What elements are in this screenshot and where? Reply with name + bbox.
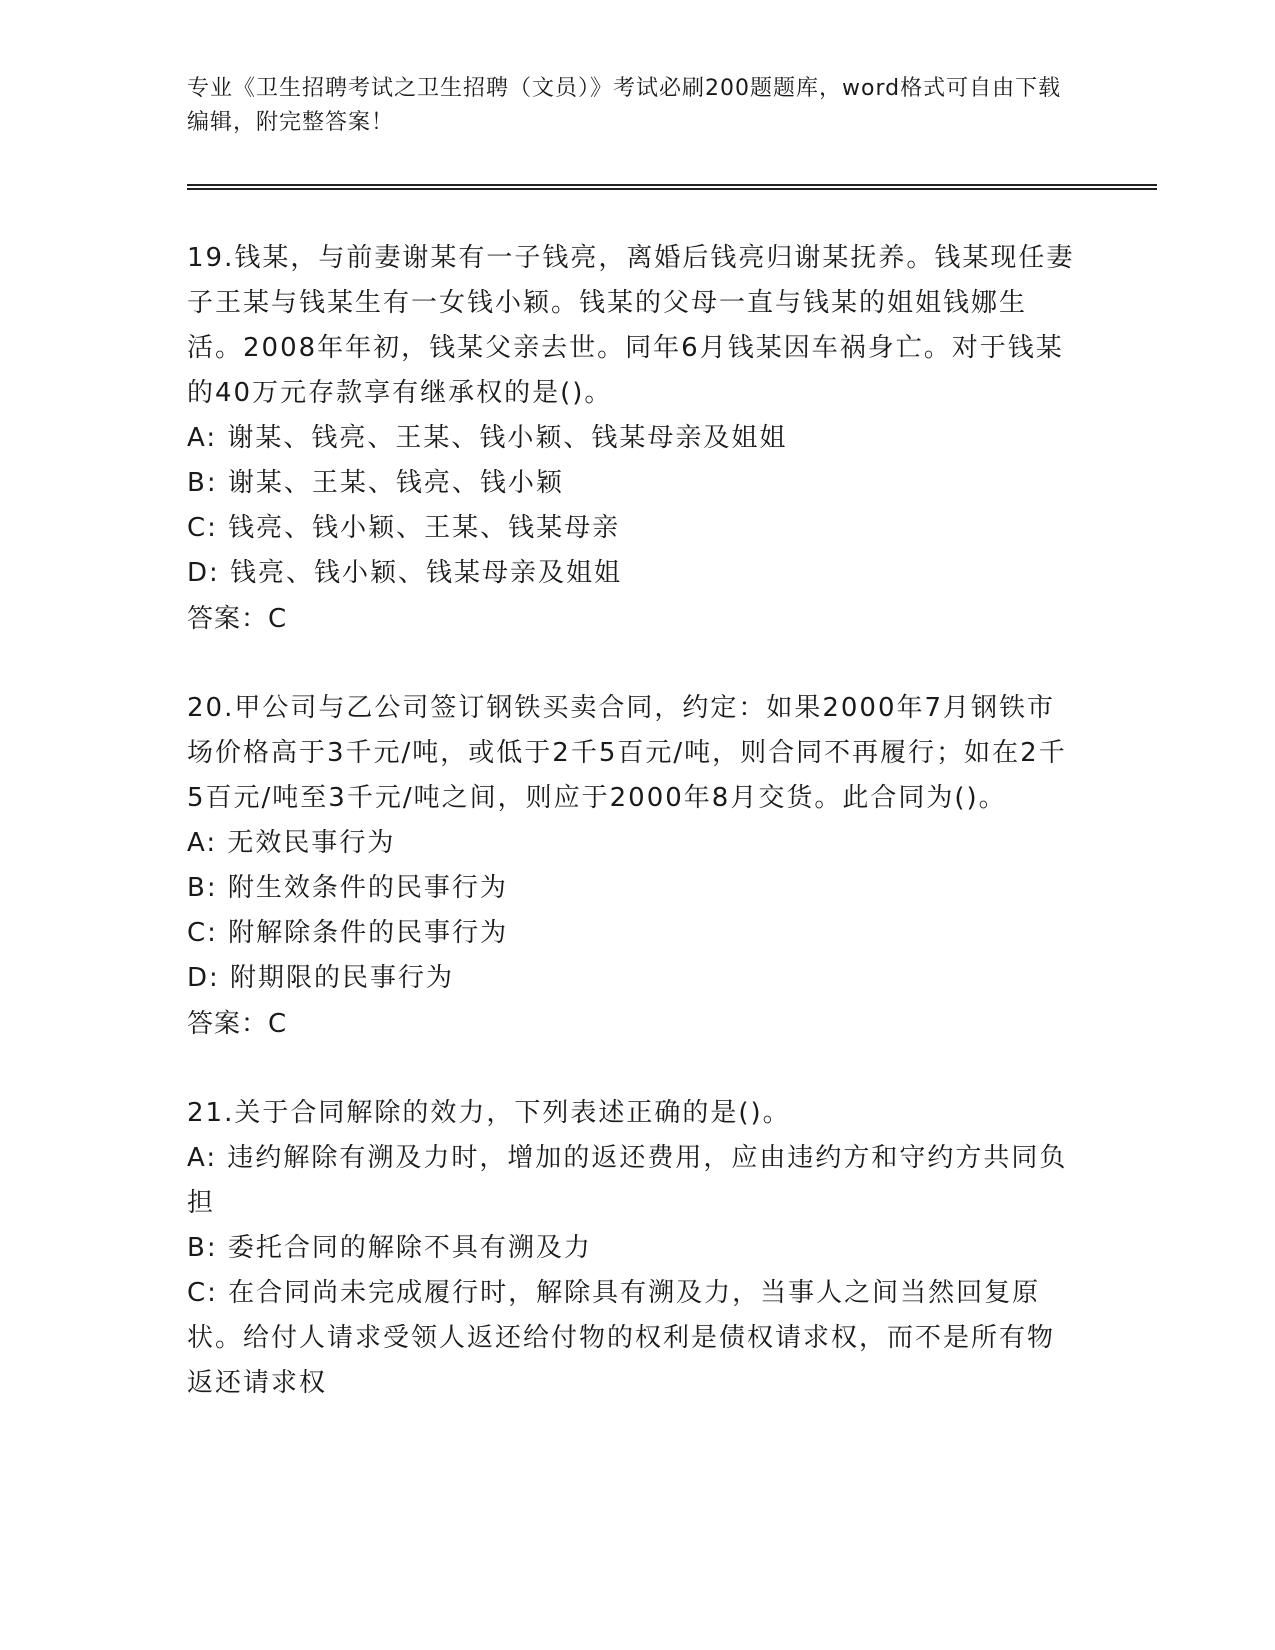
- option-a: A: 违约解除有溯及力时，增加的返还费用，应由违约方和守约方共同负担: [187, 1143, 1068, 1218]
- option-d: D: 附期限的民事行为: [187, 963, 455, 993]
- question-stem: 20.甲公司与乙公司签订钢铁买卖合同，约定：如果2000年7月钢铁市场价格高于3千元/吨，或低于2千5百元/吨，则合同不再履行；如在2千5百元/吨至3千元/吨之间，则应于2000年8月交货。此合同为()。: [187, 693, 1067, 813]
- header-divider: [187, 184, 1157, 190]
- answer: 答案：C: [187, 1009, 288, 1039]
- document-header: 专业《卫生招聘考试之卫生招聘（文员）》考试必刷200题题库，word格式可自由下载编辑，附完整答案！: [187, 76, 1062, 135]
- option-d: D: 钱亮、钱小颖、钱某母亲及姐姐: [187, 558, 623, 588]
- question-list: [187, 236, 1075, 1406]
- option-c: C: 在合同尚未完成履行时，解除具有溯及力，当事人之间当然回复原状。给付人请求受领人返还给付物的权利是债权请求权，而不是所有物返还请求权: [187, 1278, 1056, 1398]
- document-page: [187, 72, 1075, 1450]
- question-19: [187, 236, 1075, 642]
- option-b: B: 谢某、王某、钱亮、钱小颖: [187, 468, 564, 498]
- question-21: [187, 1091, 1075, 1406]
- question-stem: 19.钱某，与前妻谢某有一子钱亮，离婚后钱亮归谢某抚养。钱某现任妻子王某与钱某生有一女钱小颖。钱某的父母一直与钱某的姐姐钱娜生活。2008年年初，钱某父亲去世。同年6月钱某因车祸身亡。对于钱某的40万元存款享有继承权的是()。: [187, 243, 1075, 408]
- option-a: A: 谢某、钱亮、王某、钱小颖、钱某母亲及姐姐: [187, 423, 788, 453]
- option-b: B: 委托合同的解除不具有溯及力: [187, 1233, 592, 1263]
- answer: 答案：C: [187, 604, 288, 634]
- question-20: [187, 686, 1075, 1047]
- question-stem: 21.关于合同解除的效力，下列表述正确的是()。: [187, 1098, 791, 1128]
- option-b: B: 附生效条件的民事行为: [187, 873, 508, 903]
- option-a: A: 无效民事行为: [187, 828, 396, 858]
- option-c: C: 钱亮、钱小颖、王某、钱某母亲: [187, 513, 621, 543]
- option-c: C: 附解除条件的民事行为: [187, 918, 509, 948]
